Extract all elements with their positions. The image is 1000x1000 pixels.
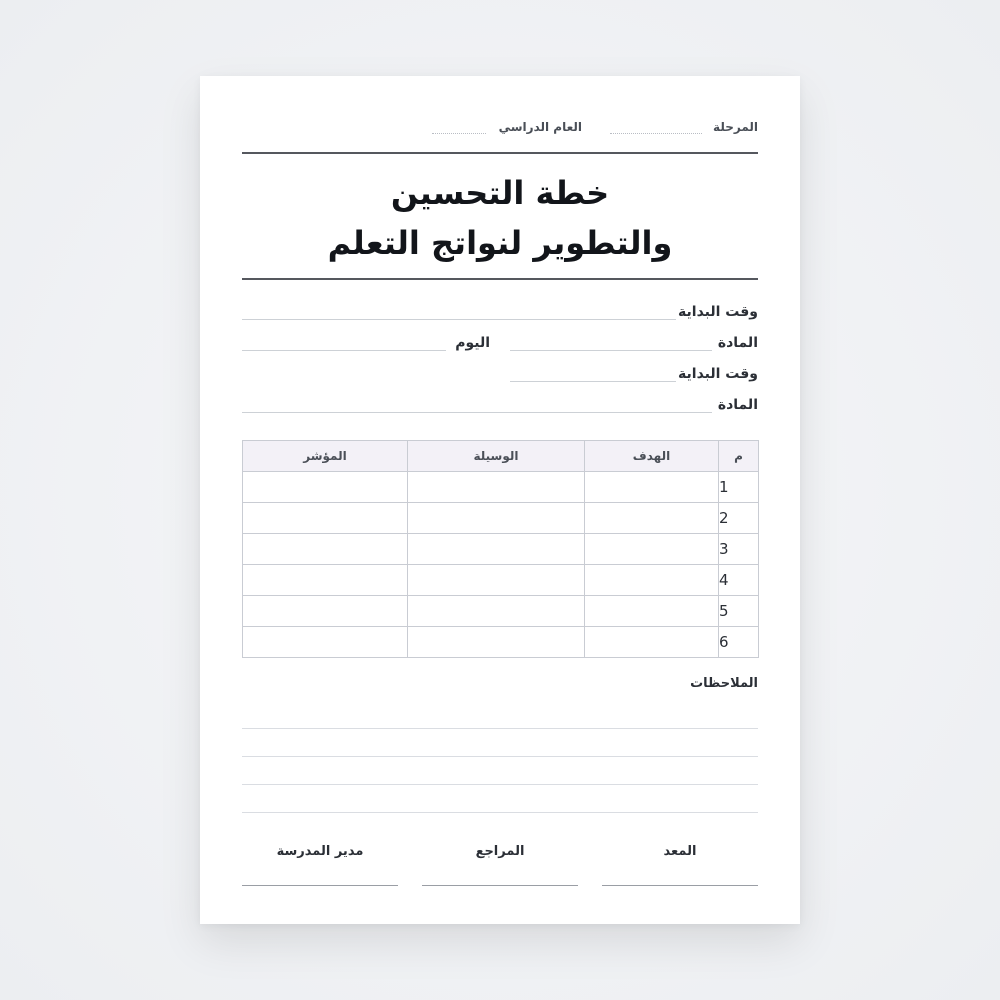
reviewer-label: المراجع <box>475 844 525 859</box>
subject-label: المادة <box>717 335 758 351</box>
goal-cell[interactable] <box>585 503 719 534</box>
means-cell[interactable] <box>408 565 585 596</box>
means-cell[interactable] <box>408 534 585 565</box>
indicator-cell[interactable] <box>243 596 408 627</box>
start-time-field[interactable] <box>242 319 676 320</box>
document-content <box>242 76 758 924</box>
info-row-subject-day <box>242 335 758 357</box>
preparer-label: المعد <box>663 844 697 859</box>
row-number: 2 <box>719 503 759 534</box>
means-cell[interactable] <box>408 596 585 627</box>
stage-label: المرحلة <box>713 120 758 134</box>
subject-label-2: المادة <box>717 397 758 413</box>
row-number: 1 <box>719 472 759 503</box>
table-row <box>243 565 759 596</box>
table-row <box>243 627 759 658</box>
academic-year-field[interactable] <box>432 133 486 134</box>
start-time-field-2[interactable] <box>510 381 676 382</box>
day-field[interactable] <box>242 350 446 351</box>
preparer-signature-line[interactable] <box>602 885 758 886</box>
notes-line-4[interactable] <box>242 812 758 813</box>
title-top-rule <box>242 152 758 154</box>
row-number: 4 <box>719 565 759 596</box>
row-number: 6 <box>719 627 759 658</box>
row-number: 5 <box>719 596 759 627</box>
document-sheet <box>200 76 800 924</box>
goal-cell[interactable] <box>585 534 719 565</box>
notes-line-3[interactable] <box>242 784 758 785</box>
info-row-start-time-2 <box>242 366 758 388</box>
title-line-1: خطة التحسين <box>390 174 610 212</box>
stage-field[interactable] <box>610 133 702 134</box>
means-cell[interactable] <box>408 503 585 534</box>
goal-cell[interactable] <box>585 565 719 596</box>
indicator-cell[interactable] <box>243 503 408 534</box>
plan-table <box>242 440 759 658</box>
subject-field-2[interactable] <box>242 412 712 413</box>
table-row <box>243 596 759 627</box>
reviewer-signature-line[interactable] <box>422 885 578 886</box>
header-indicator: المؤشر <box>243 441 408 472</box>
goal-cell[interactable] <box>585 472 719 503</box>
indicator-cell[interactable] <box>243 472 408 503</box>
start-time-label-2: وقت البداية <box>678 366 758 382</box>
indicator-cell[interactable] <box>243 534 408 565</box>
start-time-label: وقت البداية <box>678 304 758 320</box>
means-cell[interactable] <box>408 627 585 658</box>
table-row <box>243 503 759 534</box>
principal-label: مدير المدرسة <box>276 844 364 859</box>
principal-signature <box>242 844 398 859</box>
title-line-2: والتطوير لنواتج التعلم <box>327 224 673 262</box>
reviewer-signature <box>422 844 578 859</box>
info-row-subject-2 <box>242 397 758 419</box>
title-bottom-rule <box>242 278 758 280</box>
subject-field[interactable] <box>510 350 712 351</box>
principal-signature-line[interactable] <box>242 885 398 886</box>
header-number: م <box>719 441 759 472</box>
header-goal: الهدف <box>585 441 719 472</box>
means-cell[interactable] <box>408 472 585 503</box>
notes-label: الملاحظات <box>690 676 758 691</box>
notes-line-2[interactable] <box>242 756 758 757</box>
indicator-cell[interactable] <box>243 627 408 658</box>
goal-cell[interactable] <box>585 627 719 658</box>
day-label: اليوم <box>455 335 490 351</box>
header-meta <box>242 120 758 140</box>
preparer-signature <box>602 844 758 859</box>
table-row <box>243 472 759 503</box>
table-row <box>243 534 759 565</box>
header-means: الوسيلة <box>408 441 585 472</box>
table-header-row <box>243 441 759 472</box>
goal-cell[interactable] <box>585 596 719 627</box>
row-number: 3 <box>719 534 759 565</box>
academic-year-label: العام الدراسي <box>498 120 582 134</box>
notes-line-1[interactable] <box>242 728 758 729</box>
indicator-cell[interactable] <box>243 565 408 596</box>
info-row-start-time <box>242 304 758 326</box>
